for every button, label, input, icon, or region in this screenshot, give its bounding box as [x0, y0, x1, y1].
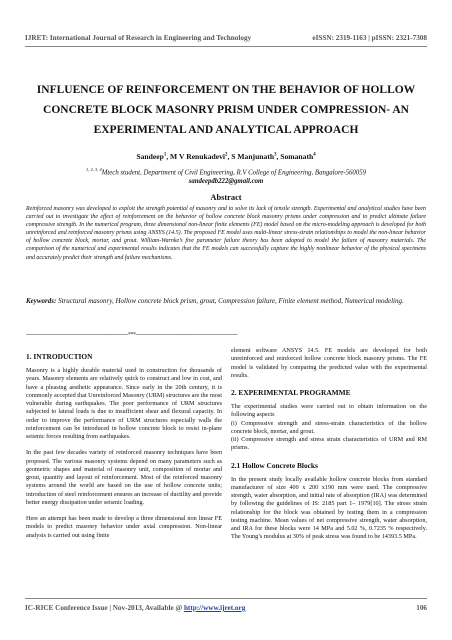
- experimental-item-2: (ii) Compressive strength and stress strain characteristics of URM and RM prisms.: [231, 436, 427, 452]
- left-column: [26, 352, 222, 548]
- section-separator: -------------------------------------------------------------------------***-------------------------------------------------------------------------: [26, 332, 238, 338]
- author-sep: ,: [227, 152, 232, 161]
- blocks-paragraph: In the present study locally available hollow concrete blocks from standard manufacturer of size 400 x 200 x190 mm were used. The compressive strength, water absorption, and initial rate of absorption (IRA) was determined by following the guidelines of IS: 2185 part 1– 1979[10]. The stress strain relationship for the block was obtained by testing them in a compression testing machine. Mean values of net compressive strength, water absorption, and IRA for these blocks were 14 MPa and 5.02 %, 0.7235 % respectively. The Young’s modulus at 30% of peak stress was found to be 14393.5 MPa.: [231, 475, 427, 541]
- author-sup: 4: [313, 152, 316, 158]
- affiliation-sup: 1, 2, 3, 4: [85, 167, 102, 172]
- author: S Manjunath: [231, 152, 275, 161]
- intro-paragraph-2: In the past few decades variety of reinforced masonry techniques have been proposed. The various masonry systems depend on many parameters such as geometric shapes and material of masonry unit, composition of mortar and grout, quantity and layout of reinforcement. Most of the reinforced masonry systems around the world are based on the use of hollow concrete units; introduction of steel reinforcement ensures an increase of ductility and provide better energy dissipation under seismic loading.: [26, 449, 222, 506]
- right-column: [231, 347, 427, 550]
- running-header: [25, 34, 427, 42]
- experimental-paragraph: The experimental studies were carried out to obtain information on the following aspects: [231, 403, 427, 419]
- keywords-text: Structural masonry, Hollow concrete block prism, grout, Compression failure, Finite element method, Numerical modeling.: [56, 297, 404, 305]
- intro-heading: 1. INTRODUCTION: [26, 352, 93, 361]
- author-sup: 2: [225, 152, 228, 158]
- blocks-heading: 2.1 Hollow Concrete Blocks: [231, 460, 318, 470]
- author-sup: 1: [163, 152, 167, 158]
- abstract-text: Reinforced masonry was developed to exploit the strength potential of masonry and to solve its lack of tensile strength. Experimental and analytical studies have been carried out to investigate the effect of reinforcement on the behavior of hollow concrete block masonry prisms under compression and to predict ultimate failure compressive strength. In the numerical program, three dimensional non-linear finite elements (FE) model based on the micro-modeling approach is developed for both unreinforced and reinforced masonry prisms using ANSYS (14.5). The proposed FE model uses multi-linear stress-strain relationships to model the non-linear behavior of hollow concrete block, mortar, and grout. William-Warnke’s five parameter failure theory has been adopted to model the failure of masonry materials. The comparison of the numerical and experimental results indicates that the FE models can successfully capture the highly nonlinear behavior of the physical specimens and accurately predict their strength and failure mechanisms.: [26, 206, 426, 261]
- footer-conference: IC-RICE Conference Issue | Nov-2013, Available @: [25, 604, 184, 612]
- abstract-heading: Abstract: [210, 193, 242, 202]
- experimental-heading: 2. EXPERIMENTAL PROGRAMME: [231, 388, 351, 397]
- issn-text: eISSN: 2319-1163 | pISSN: 2321-7308: [312, 34, 427, 42]
- author-email[interactable]: sandeepdb222@gmail.com: [188, 178, 264, 186]
- intro-paragraph-continued: element software ANSYS 14.5. FE models are developed for both unreinforced and reinforced hollow concrete block masonry prisms. The FE model is validated by comparing the predicted value with the experimental results.: [231, 347, 427, 379]
- running-footer: [25, 604, 427, 612]
- author: Sandeep: [136, 152, 164, 161]
- intro-paragraph-1: Masonry is a highly durable material used in construction for thousands of years. Masonry elements are relatively quick to construct and low in cost, and have a pleasing aesthetic appearance. Since early in the 20th century, it is commonly accepted that Unreinforced Masonry (URM) structures are the most vulnerable during earthquakes. The poor performance of URM structures subjected to lateral loads is due to insufficient shear and flexural capacity. In order to improve the performance of URM structures especially walls the reinforcement can be introduced in hollow concrete block to resist in-plane seismic forces resulting from earthquakes.: [26, 367, 222, 440]
- author: Somanath: [280, 152, 314, 161]
- author-sep: ,: [166, 152, 171, 161]
- header-rule: [25, 46, 427, 47]
- author-list: [25, 152, 427, 161]
- footer-left: [25, 604, 245, 612]
- journal-link[interactable]: http://www.ijret.org: [183, 604, 246, 612]
- journal-name: IJRET: International Journal of Research in Engineering and Technology: [25, 34, 252, 42]
- keywords-label: Keywords:: [26, 297, 57, 305]
- author-sep: ,: [276, 152, 281, 161]
- footer-rule: [25, 598, 427, 599]
- intro-paragraph-3: Here an attempt has been made to develop a three dimensional non linear FE models to predict masonry behavior under axial compression. Non-linear analysis is carried out using finite: [26, 515, 222, 539]
- affiliation-text: Mtech student, Department of Civil Engineering, R.V College of Engineering, Bangalore-560059: [101, 169, 367, 177]
- page-number: 106: [416, 604, 427, 612]
- author-sup: 3: [274, 152, 277, 158]
- affiliation: [25, 165, 427, 186]
- paper-title: INFLUENCE OF REINFORCEMENT ON THE BEHAVIOR OF HOLLOW CONCRETE BLOCK MASONRY PRISM UNDER COMPRESSION- AN EXPERIMENTAL AND ANALYTICAL APPROACH: [36, 84, 416, 136]
- experimental-item-1: (i) Compressive strength and stress-strain characteristics of the hollow concrete block, mortar, and grout.: [231, 419, 427, 435]
- keywords: [26, 293, 426, 309]
- author: M V Renukadevi: [170, 152, 226, 161]
